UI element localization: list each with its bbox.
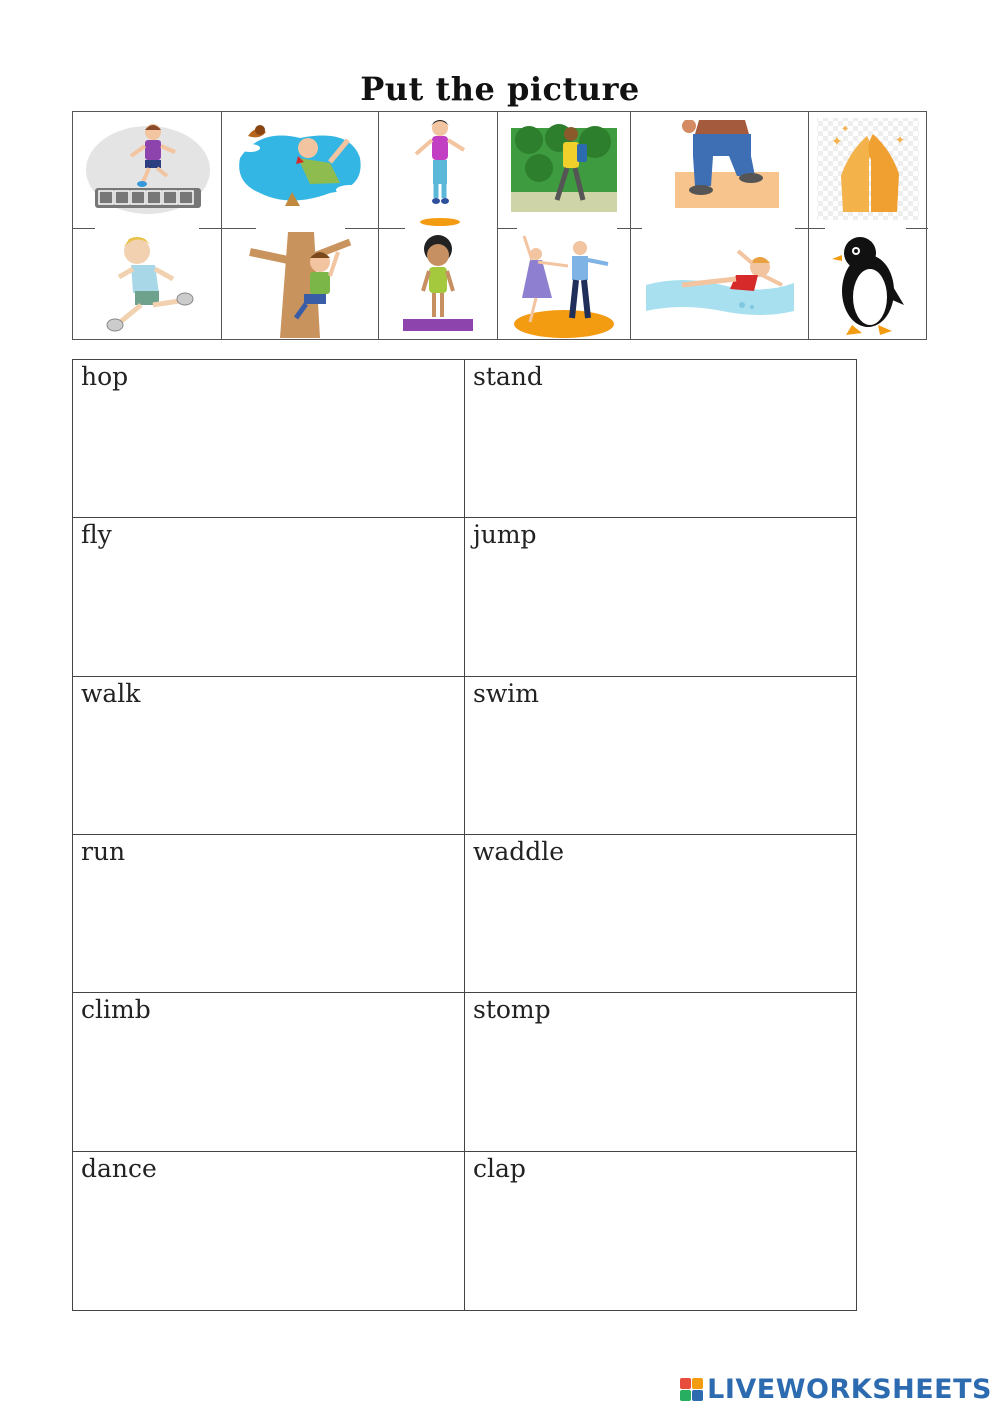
picture-grid bbox=[72, 111, 927, 340]
picture-climb[interactable] bbox=[223, 230, 377, 339]
picture-jump[interactable] bbox=[380, 114, 496, 226]
grid-divider bbox=[345, 228, 405, 229]
flying-bird-man-icon bbox=[230, 118, 370, 222]
picture-stomp[interactable] bbox=[632, 114, 807, 226]
svg-text:✦: ✦ bbox=[841, 124, 850, 135]
word-label: run bbox=[81, 836, 126, 866]
grid-divider bbox=[808, 112, 809, 339]
answer-cell-waddle[interactable] bbox=[465, 835, 856, 993]
answer-cell-swim[interactable] bbox=[465, 677, 856, 835]
word-label: stand bbox=[473, 362, 543, 391]
walking-boy-icon bbox=[509, 120, 619, 220]
picture-waddle[interactable] bbox=[810, 230, 926, 339]
logo-square bbox=[680, 1390, 691, 1401]
svg-text:✦: ✦ bbox=[895, 133, 906, 147]
picture-walk[interactable] bbox=[499, 114, 629, 226]
standing-girl-icon bbox=[393, 233, 483, 337]
grid-divider bbox=[630, 112, 631, 339]
word-label: dance bbox=[81, 1153, 157, 1183]
grid-divider bbox=[378, 112, 379, 339]
word-label: hop bbox=[81, 362, 129, 391]
running-boy-icon bbox=[93, 233, 203, 337]
grid-divider bbox=[906, 228, 928, 229]
brand-footer bbox=[680, 1374, 992, 1405]
liveworksheets-logo-icon bbox=[680, 1378, 703, 1401]
word-table bbox=[72, 359, 857, 1311]
word-label: walk bbox=[81, 678, 141, 708]
answer-cell-hop[interactable] bbox=[73, 360, 465, 518]
answer-cell-run[interactable] bbox=[73, 835, 465, 993]
grid-divider bbox=[795, 228, 825, 229]
word-label: stomp bbox=[473, 995, 551, 1025]
grid-divider bbox=[497, 112, 498, 339]
word-label: climb bbox=[81, 995, 151, 1025]
picture-dance[interactable] bbox=[499, 230, 629, 339]
answer-cell-stand[interactable] bbox=[465, 360, 856, 518]
grid-divider bbox=[73, 228, 95, 229]
word-label: jump bbox=[473, 520, 537, 550]
svg-text:✦: ✦ bbox=[831, 134, 843, 150]
word-label: fly bbox=[81, 520, 112, 550]
grid-divider bbox=[221, 112, 222, 339]
hopscotch-girl-icon bbox=[83, 120, 213, 220]
word-label: waddle bbox=[473, 836, 565, 866]
picture-run[interactable] bbox=[75, 230, 220, 339]
jumping-girl-icon bbox=[398, 114, 478, 226]
climbing-boy-icon bbox=[240, 232, 360, 338]
picture-stand[interactable] bbox=[380, 230, 496, 339]
grid-divider bbox=[199, 228, 256, 229]
logo-square bbox=[680, 1378, 691, 1389]
answer-cell-fly[interactable] bbox=[73, 518, 465, 676]
page-title: Put the picture bbox=[360, 70, 640, 108]
grid-divider bbox=[617, 228, 642, 229]
stomping-feet-icon bbox=[655, 120, 785, 220]
answer-cell-stomp[interactable] bbox=[465, 993, 856, 1151]
brand-name: LIVEWORKSHEETS bbox=[707, 1374, 992, 1405]
word-label: clap bbox=[473, 1153, 526, 1183]
logo-square bbox=[692, 1378, 703, 1389]
clapping-hands-icon bbox=[813, 116, 923, 224]
answer-cell-climb[interactable] bbox=[73, 993, 465, 1151]
answer-cell-dance[interactable] bbox=[73, 1152, 465, 1310]
answer-cell-jump[interactable] bbox=[465, 518, 856, 676]
picture-swim[interactable] bbox=[632, 230, 807, 339]
logo-square bbox=[692, 1390, 703, 1401]
dancing-couple-icon bbox=[508, 232, 620, 338]
answer-cell-walk[interactable] bbox=[73, 677, 465, 835]
answer-cell-clap[interactable] bbox=[465, 1152, 856, 1310]
word-label: swim bbox=[473, 678, 539, 708]
penguin-icon bbox=[828, 233, 908, 337]
picture-hopscotch[interactable] bbox=[75, 114, 220, 226]
grid-divider bbox=[497, 228, 517, 229]
swimming-girl-icon bbox=[642, 245, 798, 325]
picture-fly[interactable] bbox=[223, 114, 377, 226]
picture-clap[interactable] bbox=[810, 114, 926, 226]
